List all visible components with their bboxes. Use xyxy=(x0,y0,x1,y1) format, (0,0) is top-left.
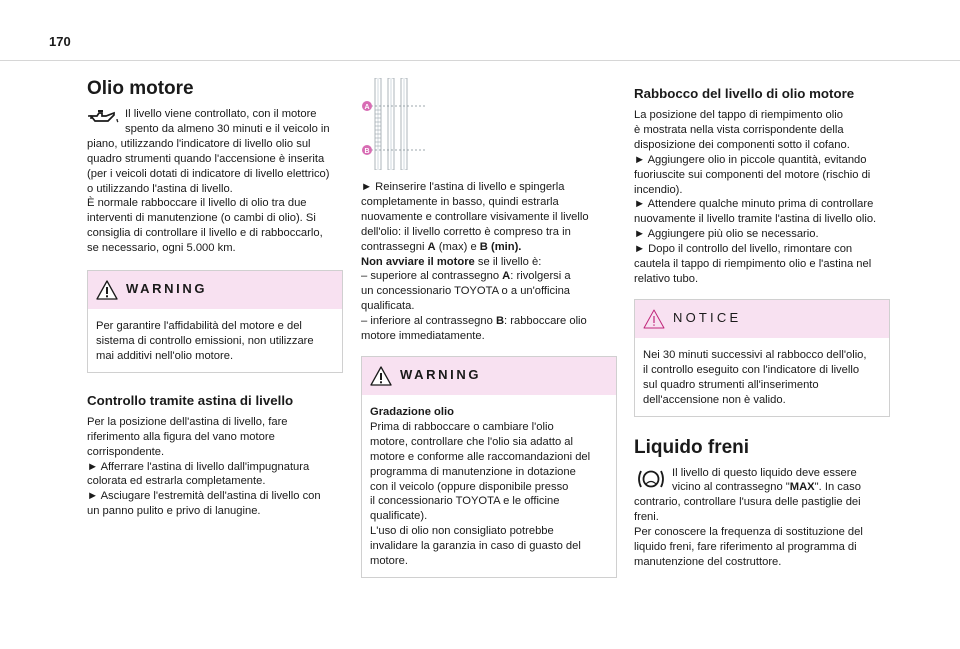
section-title-oil: Olio motore xyxy=(87,78,194,99)
warning-body xyxy=(88,309,342,372)
text-run: : rivolgersi a xyxy=(510,270,571,283)
oil-can-icon xyxy=(87,107,121,135)
condition-a-line: un concessionario TOYOTA o a un'officina xyxy=(361,285,571,298)
dipstick-line: riferimento alla figura del vano motore xyxy=(87,430,275,443)
oil-intro-line: spento da almeno 30 minuti e il veicolo in xyxy=(125,122,330,135)
warning-label: WARNING xyxy=(126,281,208,297)
warning-line: mai additivi nell'olio motore. xyxy=(96,349,234,362)
column-1 xyxy=(87,78,343,519)
oil-intro-line: (per i veicoli dotati di indicatore di livello elettrico) xyxy=(87,167,330,180)
dipstick-line: ► Afferrare l'astina di livello dall'impugnatura xyxy=(87,460,310,473)
topup-line: è mostrata nella vista corrispondente della xyxy=(634,123,844,136)
warning-triangle-icon xyxy=(96,280,118,300)
oil-intro-line: interventi di manutenzione (o cambi di olio). Si xyxy=(87,212,316,225)
text-run: – superiore al contrassegno xyxy=(361,270,503,283)
reinsert-line: completamente in basso, quindi estrarla xyxy=(361,195,559,208)
marker-b-label: B xyxy=(364,148,370,155)
dipstick-line: un panno pulito e privo di lanugine. xyxy=(87,505,261,518)
oil-intro xyxy=(87,107,343,256)
warning-line: Per garantire l'affidabilità del motore e del xyxy=(96,320,302,333)
no-start-bold: Non avviare il motore xyxy=(361,255,475,268)
no-start-line xyxy=(361,255,617,270)
condition-b-line: motore immediatamente. xyxy=(361,330,485,343)
notice-header xyxy=(635,300,889,338)
warning-triangle-icon xyxy=(370,366,392,386)
warning-heading xyxy=(370,405,608,420)
topup-line: ► Aggiungere più olio se necessario. xyxy=(634,228,819,241)
brake-line: manutenzione del costruttore. xyxy=(634,555,782,568)
warning-heading-text: Gradazione olio xyxy=(370,405,454,418)
column-3 xyxy=(634,78,890,570)
marker-a-ref: A xyxy=(502,270,511,283)
oil-intro-line: È normale rabboccare il livello di olio tra due xyxy=(87,197,307,210)
section-subtitle-dipstick: Controllo tramite astina di livello xyxy=(87,392,294,408)
text-run: contrassegni xyxy=(361,240,428,253)
topup-line: incendio). xyxy=(634,183,683,196)
brake-line: freni. xyxy=(634,511,659,524)
warning-line: qualificate). xyxy=(370,510,428,523)
warning-line: sistema di controllo emissioni, non utilizzare xyxy=(96,334,314,347)
top-divider xyxy=(0,60,960,61)
dipstick-line: ► Asciugare l'estremità dell'astina di livello con xyxy=(87,490,321,503)
topup-line: relativo tubo. xyxy=(634,272,699,285)
warning-line: L'uso di olio non consigliato potrebbe xyxy=(370,525,554,538)
brake-line xyxy=(634,480,890,495)
oil-intro-line: Il livello viene controllato, con il motore xyxy=(125,108,317,120)
warning-line: invalidare la garanzia in caso di guasto del xyxy=(370,540,581,553)
warning-line: con il veicolo (oppure disponibile presso xyxy=(370,480,569,493)
notice-line: dell'accensione non è valido. xyxy=(643,393,786,406)
topup-line: fuoriuscite sui componenti del motore (rischio di xyxy=(634,168,871,181)
reinsert-line-markers xyxy=(361,240,617,255)
warning-line: motore e conforme alle raccomandazioni del xyxy=(370,450,591,463)
marker-b-ref: B xyxy=(495,315,505,328)
warning-line: il concessionario TOYOTA e le officine xyxy=(370,495,560,508)
notice-box xyxy=(634,299,890,417)
warning-line: Prima di rabboccare o cambiare l'olio xyxy=(370,420,554,433)
brake-line: Il livello di questo liquido deve essere xyxy=(672,466,857,479)
brake-line: contrario, controllare l'usura delle pastiglie dei xyxy=(634,496,861,509)
brake-line: liquido freni, fare riferimento al programma di xyxy=(634,541,857,554)
dipstick-line: corrispondente. xyxy=(87,445,165,458)
warning-line: motore. xyxy=(370,555,408,568)
dipstick-instructions xyxy=(87,415,343,519)
oil-intro-line: se necessario, ogni 5.000 km. xyxy=(87,242,236,255)
topup-line: cautela il tappo di riempimento olio e l'astina nel xyxy=(634,258,872,271)
max-label: MAX xyxy=(789,481,815,494)
brake-warning-icon xyxy=(634,466,668,494)
topup-line: ► Dopo il controllo del livello, rimontare con xyxy=(634,243,853,256)
marker-a-ref: A xyxy=(427,240,436,253)
topup-instructions xyxy=(634,108,890,287)
dipstick-drawing xyxy=(361,78,433,170)
notice-line: il controllo eseguito con l'indicatore di livello xyxy=(643,363,860,376)
topup-line: La posizione del tappo di riempimento olio xyxy=(634,109,843,121)
section-subtitle-topup: Rabbocco del livello di olio motore xyxy=(634,86,855,101)
warning-line: motore, controllare che l'olio sia adatto al xyxy=(370,435,573,448)
warning-header xyxy=(362,357,616,395)
oil-intro-line: consiglia di controllare il livello e di rabboccarlo, xyxy=(87,227,323,240)
oil-intro-line: o utilizzando l'astina di livello. xyxy=(87,182,233,195)
dipstick-line: colorata ed estrarla completamente. xyxy=(87,475,266,488)
topup-line: disposizione dei componenti sotto il cofano. xyxy=(634,138,850,151)
text-run: : rabboccare olio xyxy=(504,315,587,328)
reinsert-line: ► Reinserire l'astina di livello e spingerla xyxy=(361,181,565,193)
warning-label: WARNING xyxy=(400,366,482,382)
warning-box-oil-grade xyxy=(361,356,617,578)
notice-line: Nei 30 minuti successivi al rabbocco dell'olio, xyxy=(643,348,867,361)
text-run: vicino al contrassegno " xyxy=(672,481,790,494)
text-run: (max) e xyxy=(435,240,480,253)
text-run: ". In caso xyxy=(814,481,861,494)
notice-body xyxy=(635,338,889,416)
marker-a-label: A xyxy=(364,104,370,111)
reinsert-line: dell'olio: il livello corretto è compreso tra in xyxy=(361,225,571,238)
warning-box-additives xyxy=(87,270,343,373)
oil-intro-line: piano, utilizzando l'indicatore di livello olio sul xyxy=(87,137,311,150)
text-run: – inferiore al contrassegno xyxy=(361,315,496,328)
section-title-brake-fluid: Liquido freni xyxy=(634,436,750,458)
oil-intro-line: quadro strumenti quando l'accensione è inserita xyxy=(87,152,325,165)
reinsert-line: nuovamente e controllare visivamente il livello xyxy=(361,210,589,223)
condition-b-line xyxy=(361,314,617,329)
warning-line: programma di manutenzione in dotazione xyxy=(370,465,576,478)
condition-a-line xyxy=(361,269,617,284)
topup-line: ► Attendere qualche minuto prima di controllare xyxy=(634,198,874,211)
warning-header xyxy=(88,271,342,309)
dipstick-illustration xyxy=(361,78,433,170)
brake-fluid-text xyxy=(634,466,890,570)
notice-line: sul quadro strumenti all'inserimento xyxy=(643,378,819,391)
marker-b-ref: B (min). xyxy=(479,240,522,253)
notice-triangle-icon xyxy=(643,309,665,329)
reinsert-instructions xyxy=(361,180,617,344)
text-run: se il livello è: xyxy=(474,255,542,268)
warning-body xyxy=(362,395,616,577)
topup-line: ► Aggiungere olio in piccole quantità, evitando xyxy=(634,153,867,166)
notice-label: NOTICE xyxy=(673,309,742,325)
column-2 xyxy=(361,78,617,578)
condition-a-line: qualificata. xyxy=(361,300,415,313)
page-number: 170 xyxy=(49,34,71,49)
brake-line: Per conoscere la frequenza di sostituzione del xyxy=(634,526,863,539)
dipstick-line: Per la posizione dell'astina di livello, fare xyxy=(87,415,288,428)
topup-line: nuovamente il livello tramite l'astina di livello olio. xyxy=(634,213,877,226)
